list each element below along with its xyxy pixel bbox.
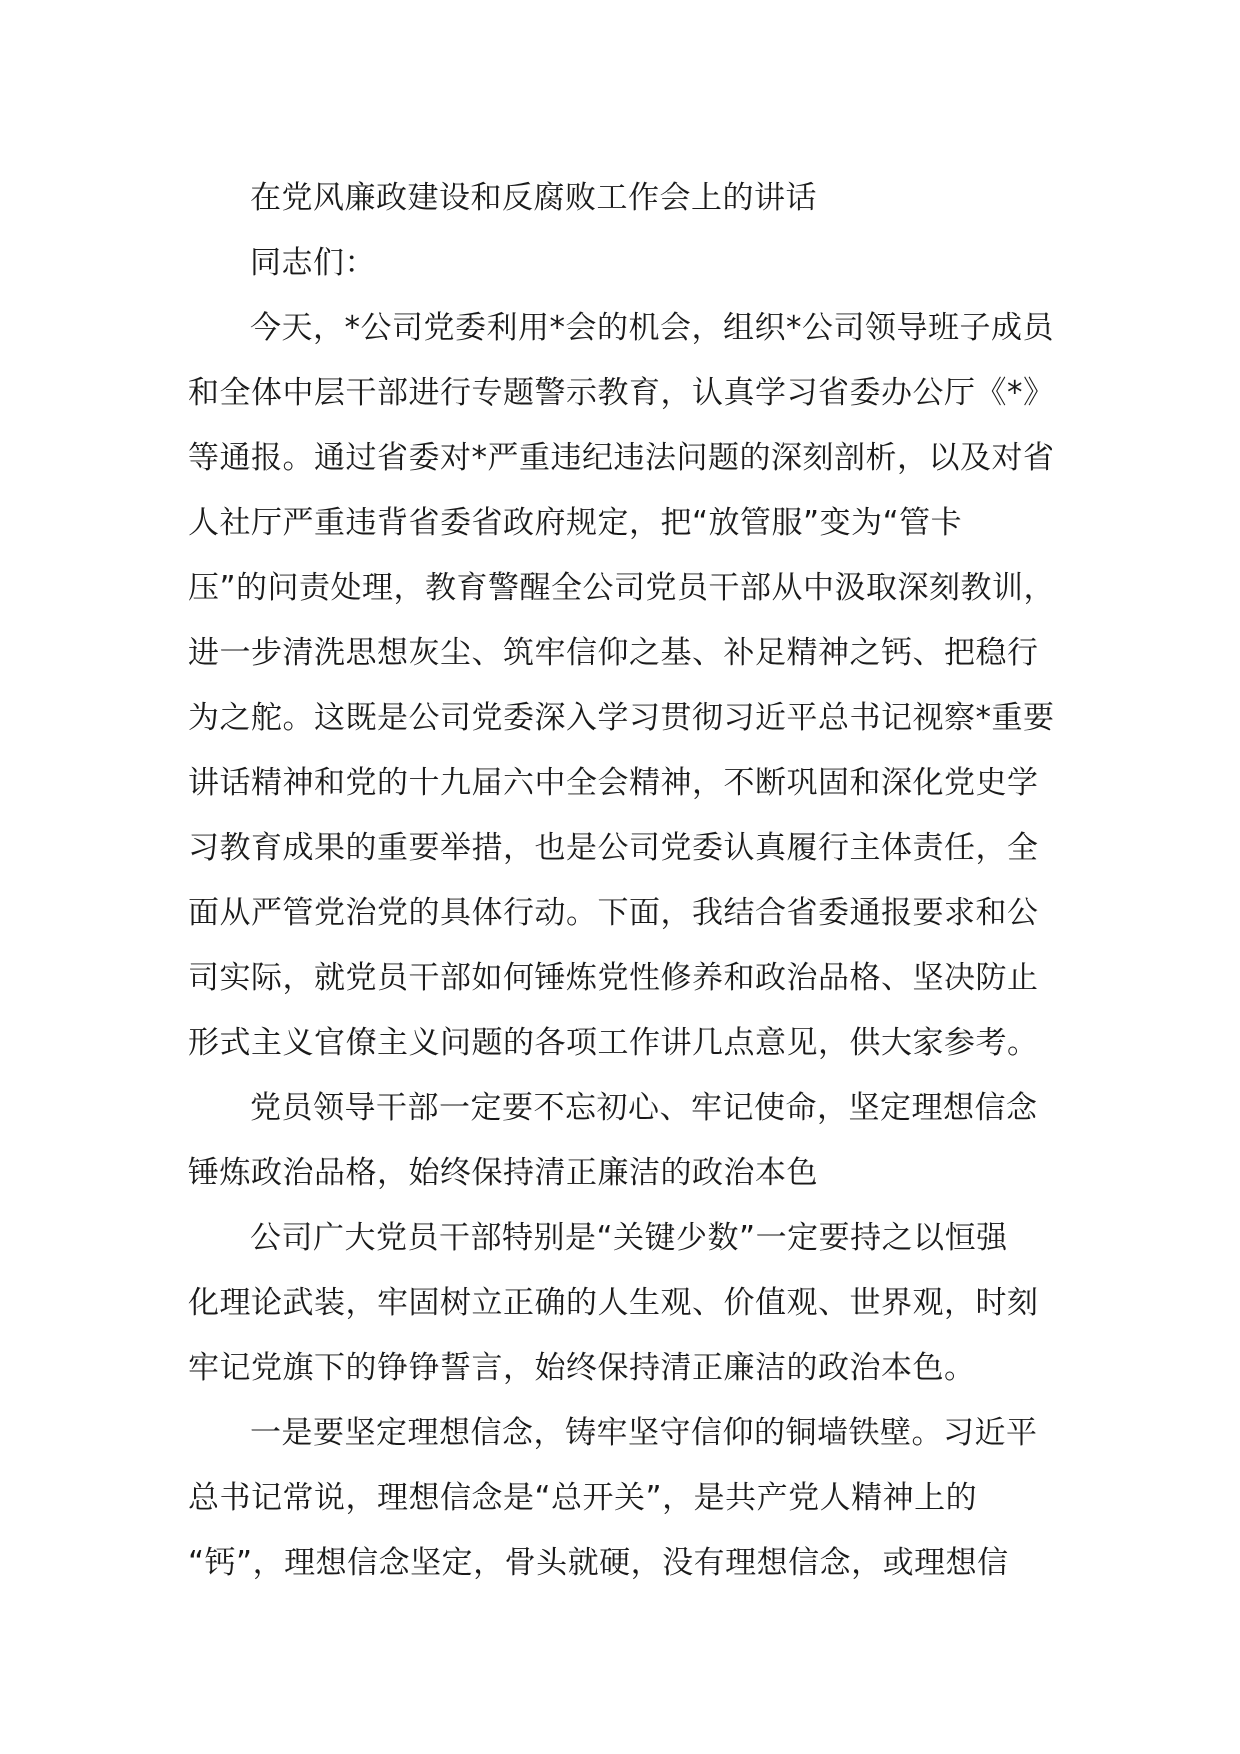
paragraph-line: 等通报。通过省委对*严重违纪违法问题的深刻剖析，以及对省	[188, 440, 1055, 476]
paragraph-line: 今天，*公司党委利用*会的机会，组织*公司领导班子成员	[250, 310, 1054, 346]
section-heading-line: 锤炼政治品格，始终保持清正廉洁的政治本色	[188, 1155, 818, 1191]
paragraph-line: “钙”，理想信念坚定，骨头就硬，没有理想信念，或理想信	[188, 1545, 1009, 1581]
paragraph-line: 习教育成果的重要举措，也是公司党委认真履行主体责任，全	[188, 830, 1039, 866]
paragraph-line: 和全体中层干部进行专题警示教育，认真学习省委办公厅《*》	[188, 375, 1055, 411]
paragraph-line: 牢记党旗下的铮铮誓言，始终保持清正廉洁的政治本色。	[188, 1350, 976, 1386]
paragraph-line: 讲话精神和党的十九届六中全会精神，不断巩固和深化党史学	[188, 765, 1039, 801]
document-title: 在党风廉政建设和反腐败工作会上的讲话	[250, 180, 817, 216]
paragraph-line: 人社厅严重违背省委省政府规定，把“放管服”变为“管卡	[188, 505, 963, 541]
document-body	[188, 166, 1068, 1596]
paragraph-line: 化理论武装，牢固树立正确的人生观、价值观、世界观，时刻	[188, 1285, 1039, 1321]
paragraph-line: 为之舵。这既是公司党委深入学习贯彻习近平总书记视察*重要	[188, 700, 1055, 736]
salutation: 同志们：	[250, 245, 376, 281]
section-heading-line: 党员领导干部一定要不忘初心、牢记使命，坚定理想信念	[250, 1090, 1038, 1126]
paragraph-line: 一是要坚定理想信念，铸牢坚守信仰的铜墙铁壁。习近平	[250, 1415, 1038, 1451]
paragraph-line: 形式主义官僚主义问题的各项工作讲几点意见，供大家参考。	[188, 1025, 1039, 1061]
paragraph-line: 司实际，就党员干部如何锤炼党性修养和政治品格、坚决防止	[188, 960, 1039, 996]
paragraph-line: 总书记常说，理想信念是“总开关”，是共产党人精神上的	[188, 1480, 978, 1516]
paragraph-line: 压”的问责处理，教育警醒全公司党员干部从中汲取深刻教训，	[188, 570, 1056, 606]
paragraph-line: 面从严管党治党的具体行动。下面，我结合省委通报要求和公	[188, 895, 1039, 931]
paragraph-line: 进一步清洗思想灰尘、筑牢信仰之基、补足精神之钙、把稳行	[188, 635, 1039, 671]
paragraph-line: 公司广大党员干部特别是“关键少数”一定要持之以恒强	[250, 1220, 1008, 1256]
